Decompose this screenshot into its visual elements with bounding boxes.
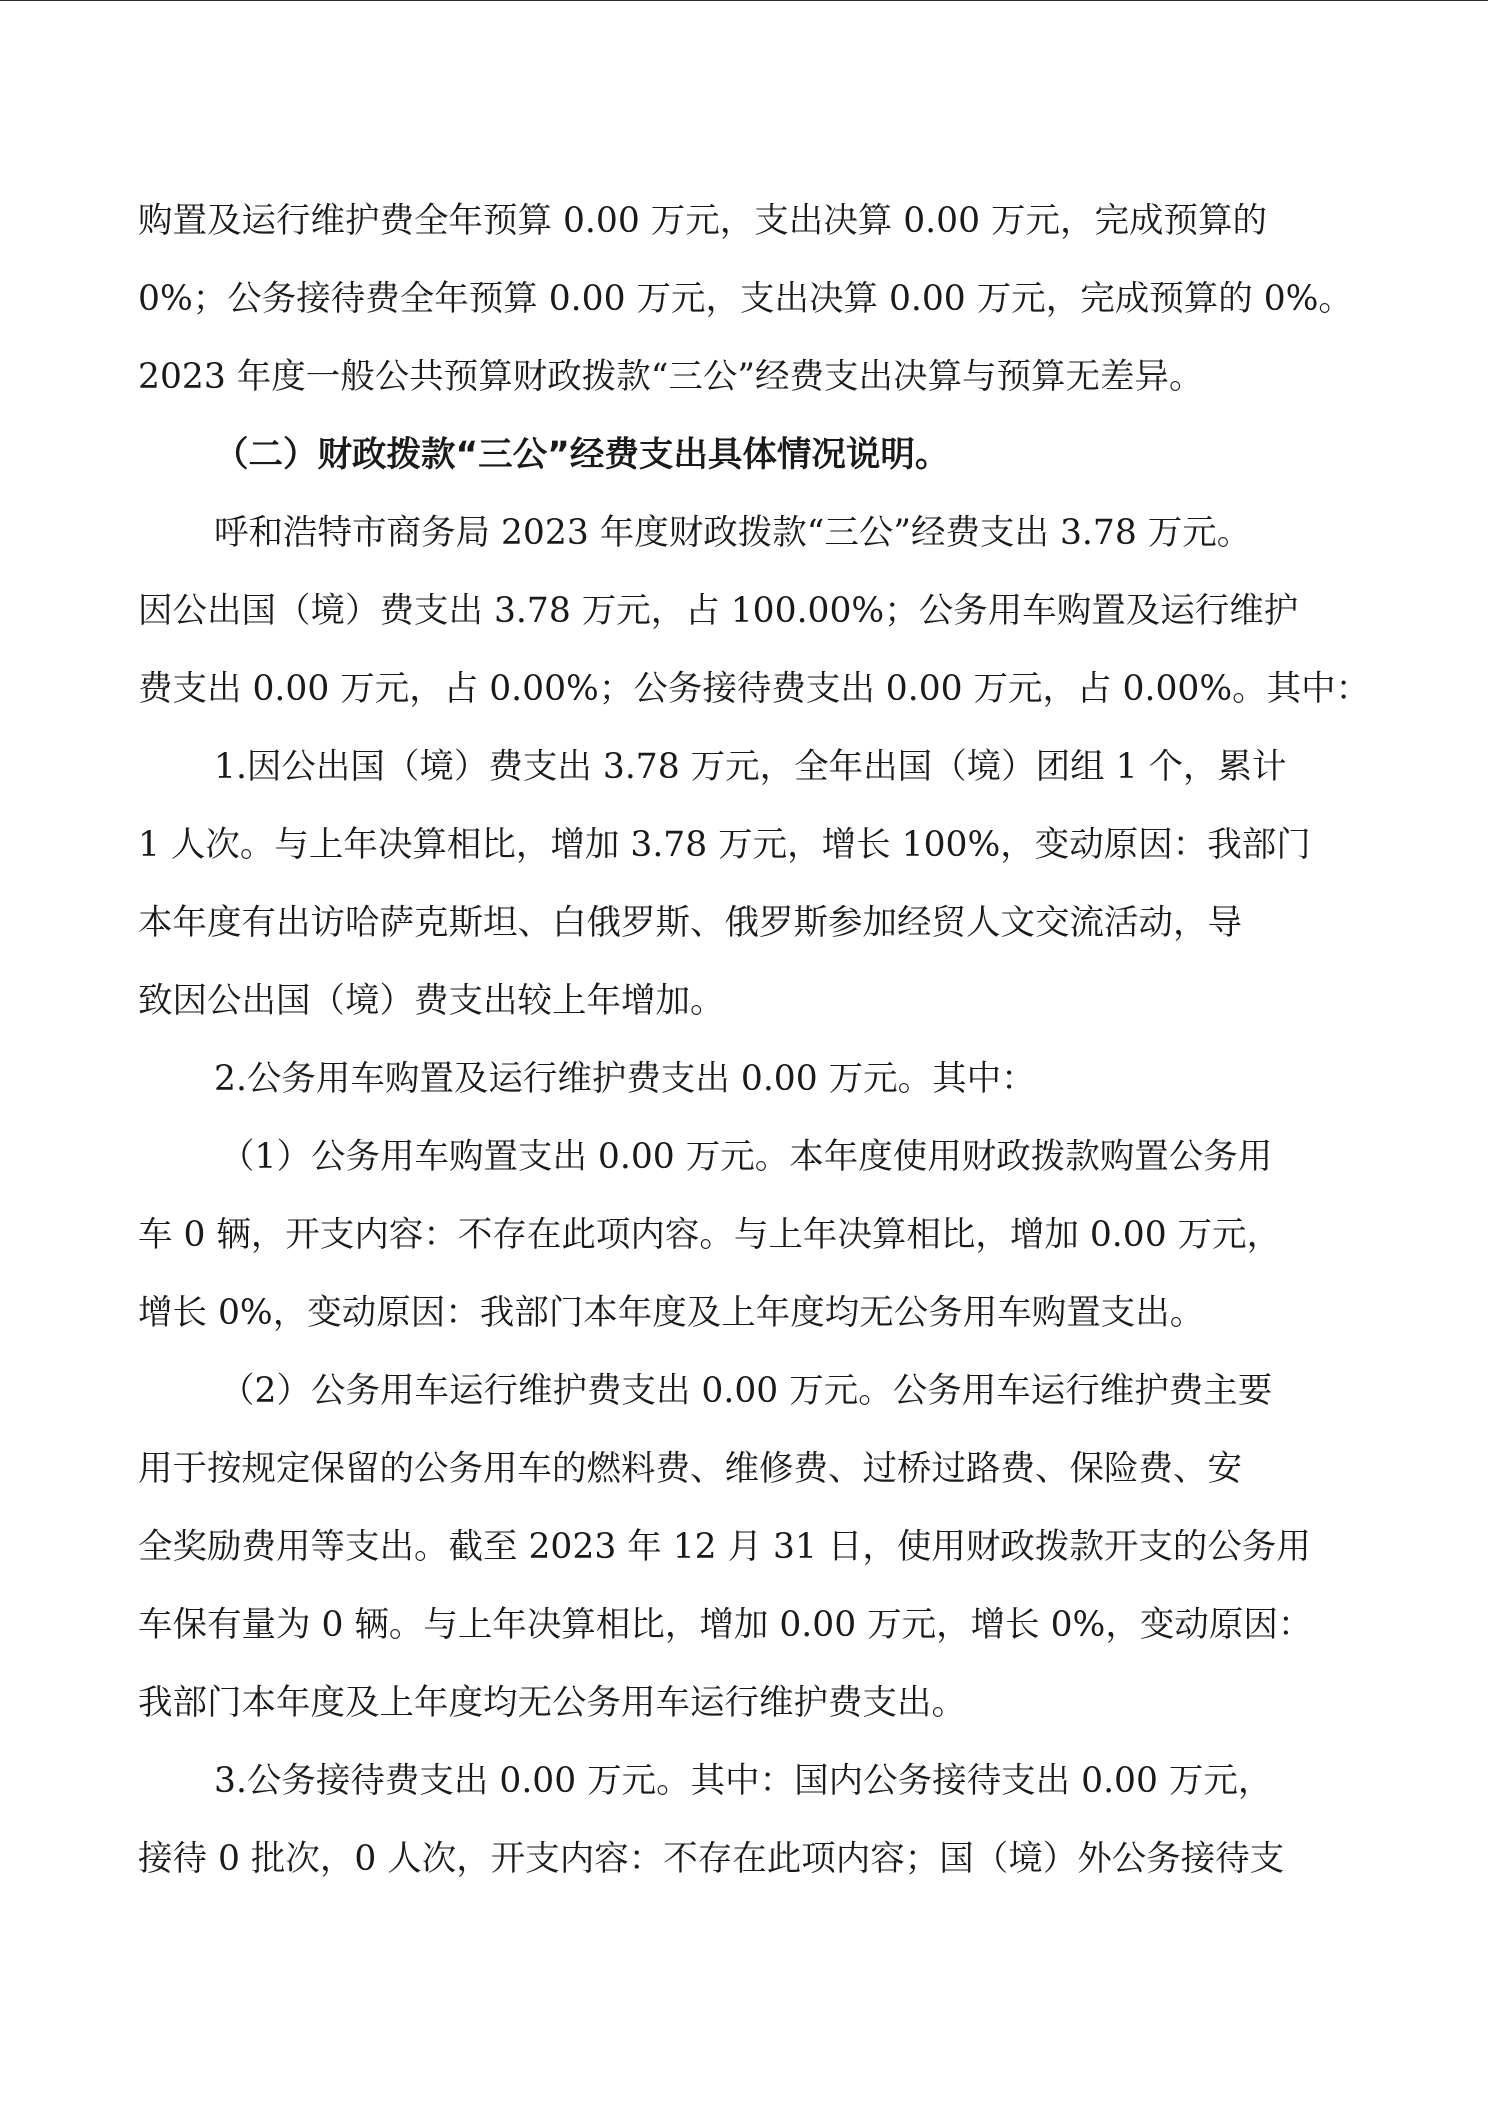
body-text-line: 2.公务用车购置及运行维护费支出 0.00 万元。其中：: [214, 1059, 1036, 1099]
body-text-line: 购置及运行维护费全年预算 0.00 万元，支出决算 0.00 万元，完成预算的: [138, 201, 1267, 241]
body-text-line: 车保有量为 0 辆。与上年决算相比，增加 0.00 万元，增长 0%，变动原因：: [138, 1605, 1313, 1645]
body-text-line: 车 0 辆，开支内容：不存在此项内容。与上年决算相比，增加 0.00 万元，: [138, 1215, 1282, 1255]
body-text-line: 费支出 0.00 万元，占 0.00%；公务接待费支出 0.00 万元，占 0.00%。其中：: [138, 669, 1371, 709]
body-text-line: （1）公务用车购置支出 0.00 万元。本年度使用财政拨款购置公务用: [220, 1137, 1273, 1177]
body-text-line: 增长 0%，变动原因：我部门本年度及上年度均无公务用车购置支出。: [138, 1293, 1205, 1333]
body-text-line: 全奖励费用等支出。截至 2023 年 12 月 31 日，使用财政拨款开支的公务用: [138, 1527, 1311, 1567]
top-border-line: [0, 0, 1488, 1]
body-text-line: 呼和浩特市商务局 2023 年度财政拨款“三公”经费支出 3.78 万元。: [214, 513, 1252, 553]
body-text-line: 0%；公务接待费全年预算 0.00 万元，支出决算 0.00 万元，完成预算的 0%。: [138, 279, 1353, 319]
body-text-line: 本年度有出访哈萨克斯坦、白俄罗斯、俄罗斯参加经贸人文交流活动，导: [138, 903, 1242, 943]
section-heading: （二）财政拨款“三公”经费支出具体情况说明。: [214, 435, 950, 475]
body-text-line: 2023 年度一般公共预算财政拨款“三公”经费支出决算与预算无差异。: [138, 357, 1204, 397]
body-text-line: 1 人次。与上年决算相比，增加 3.78 万元，增长 100%，变动原因：我部门: [138, 825, 1311, 865]
body-text-line: 用于按规定保留的公务用车的燃料费、维修费、过桥过路费、保险费、安: [138, 1449, 1242, 1489]
body-text-line: 我部门本年度及上年度均无公务用车运行维护费支出。: [138, 1683, 966, 1723]
body-text-line: 致因公出国（境）费支出较上年增加。: [138, 981, 725, 1021]
body-text-line: （2）公务用车运行维护费支出 0.00 万元。公务用车运行维护费主要: [220, 1371, 1273, 1411]
body-text-line: 因公出国（境）费支出 3.78 万元，占 100.00%；公务用车购置及运行维护: [138, 591, 1299, 631]
body-text-line: 1.因公出国（境）费支出 3.78 万元，全年出国（境）团组 1 个，累计: [214, 747, 1287, 787]
body-text-line: 接待 0 批次，0 人次，开支内容：不存在此项内容；国（境）外公务接待支: [138, 1839, 1285, 1879]
body-text-line: 3.公务接待费支出 0.00 万元。其中：国内公务接待支出 0.00 万元，: [214, 1761, 1273, 1801]
